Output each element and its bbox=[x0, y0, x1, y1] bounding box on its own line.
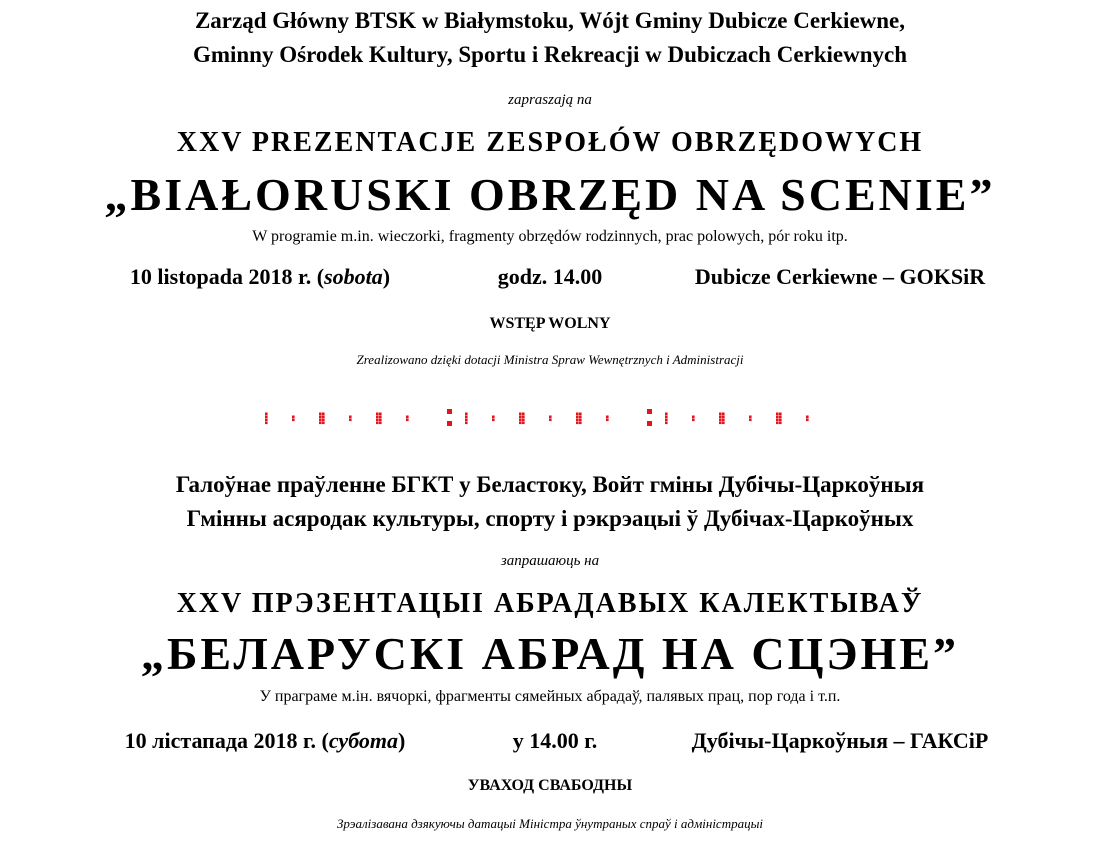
ornament-stitch bbox=[492, 419, 495, 422]
ornament-stitch bbox=[719, 419, 722, 422]
ornament-stitch bbox=[519, 413, 522, 416]
ornament-stitch bbox=[779, 413, 782, 416]
ornament-stitch bbox=[322, 416, 325, 419]
ornament-stitch bbox=[576, 419, 579, 422]
ornament-stitch bbox=[579, 419, 582, 422]
ornament-stitch bbox=[722, 422, 725, 425]
ornament-stitch bbox=[319, 422, 322, 425]
ornament-stitch bbox=[322, 413, 325, 416]
ornament-stitch bbox=[722, 416, 725, 419]
pl-organizers-line-2: Gminny Ośrodek Kultury, Sportu i Rekreacji w Dubiczach Cerkiewnych bbox=[192, 42, 908, 67]
ornament-stitch bbox=[776, 413, 779, 416]
ornament-motif bbox=[265, 413, 409, 425]
ornament-stitch bbox=[265, 416, 268, 419]
ornament-stitch bbox=[549, 419, 552, 422]
ornament-stitch bbox=[779, 422, 782, 425]
ornament-stitch bbox=[265, 413, 268, 416]
ornament-stitch bbox=[319, 419, 322, 422]
pl-venue: Dubicze Cerkiewne – GOKSiR bbox=[694, 264, 986, 289]
by-venue: Дубічы-Царкоўныя – ГАКСіР bbox=[691, 728, 989, 753]
by-event-name: XXV ПРЭЗЕНТАЦЫІ АБРАДАВЫХ КАЛЕКТЫВАЎ bbox=[176, 588, 924, 619]
ornament-stitch bbox=[376, 419, 379, 422]
ornament-stitch bbox=[776, 416, 779, 419]
ornament-stitch bbox=[579, 413, 582, 416]
ornament-stitch bbox=[376, 413, 379, 416]
ornament-stitch bbox=[665, 416, 668, 419]
pl-program: W programie m.in. wieczorki, fragmenty obrzędów rodzinnych, prac polowych, pór roku itp. bbox=[252, 228, 848, 245]
pl-admission: WSTĘP WOLNY bbox=[489, 315, 611, 332]
ornament-stitch bbox=[465, 419, 468, 422]
ornament-stitch bbox=[465, 416, 468, 419]
by-time: у 14.00 г. bbox=[512, 728, 598, 753]
ornament-stitch bbox=[806, 419, 809, 422]
pl-weekday: sobota bbox=[324, 264, 383, 289]
ornament-stitch bbox=[606, 419, 609, 422]
pl-organizers-line-1: Zarząd Główny BTSK w Białymstoku, Wójt Gminy Dubicze Cerkiewne, bbox=[194, 8, 906, 33]
ornament-stitch bbox=[549, 416, 552, 419]
ornament-stitch bbox=[376, 416, 379, 419]
by-program: У праграме м.ін. вячоркі, фрагменты сямейных абрадаў, палявых прац, пор года і т.п. bbox=[259, 688, 841, 705]
ornament-stitch bbox=[719, 413, 722, 416]
ornament-stitch bbox=[519, 422, 522, 425]
ornament-stitch bbox=[576, 416, 579, 419]
ornament-stitch bbox=[749, 419, 752, 422]
pl-date: 10 listopada 2018 r. (sobota) bbox=[129, 264, 391, 289]
ornament-stitch bbox=[492, 416, 495, 419]
by-funding: Зрэалізавана дзякуючы датацыі Міністра ўнутраных спраў і адміністрацыі bbox=[336, 816, 764, 831]
ornament-stitch bbox=[606, 416, 609, 419]
ornament-stitch bbox=[319, 416, 322, 419]
pl-event-name: XXV PREZENTACJE ZESPOŁÓW OBRZĘDOWYCH bbox=[176, 127, 924, 158]
ornament-stitch bbox=[665, 413, 668, 416]
by-organizers-line-1: Галоўнае праўленне БГКТ у Беластоку, Войт гміны Дубічы-Царкоўныя bbox=[175, 472, 925, 497]
ornament-stitch bbox=[665, 419, 668, 422]
ornament-stitch bbox=[665, 422, 668, 425]
ornament-stitch bbox=[265, 422, 268, 425]
ornament-stitch bbox=[779, 419, 782, 422]
ornament-stitch bbox=[522, 419, 525, 422]
ornament-stitch bbox=[806, 416, 809, 419]
ornament-stitch bbox=[519, 416, 522, 419]
by-weekday: субота bbox=[328, 728, 398, 753]
ornament-stitch bbox=[719, 422, 722, 425]
ornament-stitch bbox=[319, 413, 322, 416]
ornament-stitch bbox=[576, 422, 579, 425]
pl-event-title: „BIAŁORUSKI OBRZĘD NA SCENIE” bbox=[104, 169, 996, 220]
ornament-stitch bbox=[376, 422, 379, 425]
ornament-stitch bbox=[465, 422, 468, 425]
pl-invite: zapraszają na bbox=[508, 92, 592, 108]
ornament-stitch bbox=[692, 419, 695, 422]
ornament-stitch bbox=[522, 416, 525, 419]
ornament-stitch bbox=[776, 422, 779, 425]
ornament-stitch bbox=[292, 419, 295, 422]
ornament-stitch bbox=[779, 416, 782, 419]
ornament-stitch bbox=[379, 413, 382, 416]
ornament-stitch bbox=[519, 419, 522, 422]
by-organizers-line-2: Гмінны асяродак культуры, спорту і рэкрэацыі ў Дубічах-Царкоўных bbox=[186, 506, 914, 531]
ornament-stitch bbox=[719, 416, 722, 419]
ornament-stitch bbox=[406, 416, 409, 419]
ornament-stitch bbox=[576, 413, 579, 416]
by-admission: УВАХОД СВАБОДНЫ bbox=[467, 777, 633, 794]
pl-time: godz. 14.00 bbox=[497, 264, 603, 289]
ornament-stitch bbox=[349, 419, 352, 422]
ornament-stitch bbox=[579, 416, 582, 419]
ornament-stitch bbox=[692, 416, 695, 419]
ornament-stitch bbox=[522, 422, 525, 425]
ornament-stitch bbox=[322, 419, 325, 422]
ornament-border bbox=[265, 397, 835, 437]
ornament-stitch bbox=[379, 419, 382, 422]
by-event-title: „БЕЛАРУСКІ АБРАД НА СЦЭНЕ” bbox=[140, 628, 960, 679]
ornament-stitch bbox=[749, 416, 752, 419]
ornament-motif bbox=[465, 413, 609, 425]
ornament-stitch bbox=[379, 422, 382, 425]
ornament-separator-dot bbox=[447, 421, 452, 426]
ornament-stitch bbox=[579, 422, 582, 425]
ornament-stitch bbox=[406, 419, 409, 422]
ornament-stitch bbox=[379, 416, 382, 419]
ornament-stitch bbox=[349, 416, 352, 419]
ornament-separator-dot bbox=[647, 421, 652, 426]
ornament-stitch bbox=[265, 419, 268, 422]
by-event-info bbox=[0, 728, 1100, 754]
pl-event-info bbox=[0, 264, 1100, 290]
ornament-separator-dot bbox=[647, 409, 652, 414]
ornament-separator-dot bbox=[447, 409, 452, 414]
ornament-stitch bbox=[322, 422, 325, 425]
by-date: 10 лістапада 2018 г. (субота) bbox=[124, 728, 406, 753]
ornament-stitch bbox=[292, 416, 295, 419]
ornament-stitch bbox=[776, 419, 779, 422]
ornament-motif bbox=[665, 413, 809, 425]
ornament-stitch bbox=[722, 413, 725, 416]
ornament-stitch bbox=[722, 419, 725, 422]
pl-funding: Zrealizowano dzięki dotacji Ministra Spraw Wewnętrznych i Administracji bbox=[356, 352, 744, 367]
by-invite: запрашаюць на bbox=[500, 553, 600, 569]
ornament-stitch bbox=[465, 413, 468, 416]
ornament-stitch bbox=[522, 413, 525, 416]
